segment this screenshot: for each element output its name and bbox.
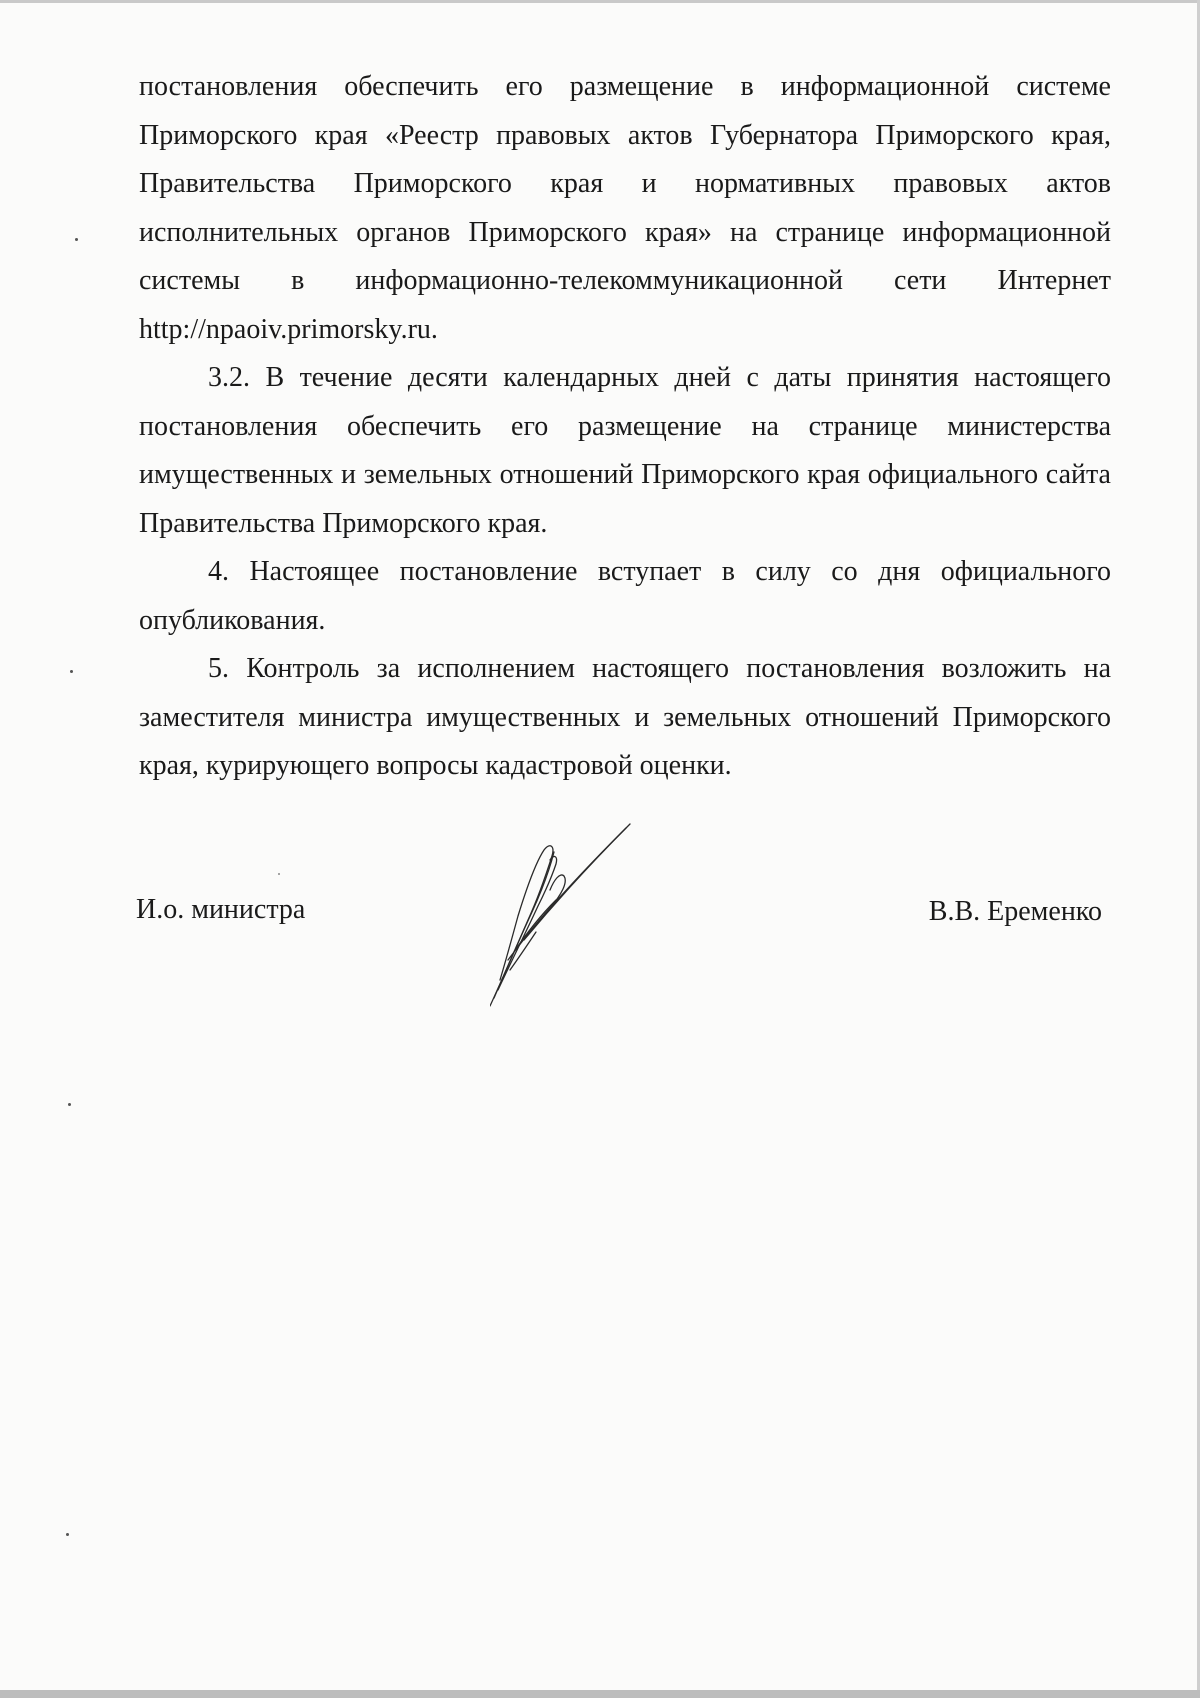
scan-speck: [68, 1103, 71, 1106]
paragraph-5: 5. Контроль за исполнением настоящего постановления возложить на заместителя министра имущественных и земельных отношений Приморского края, курирующего вопросы кадастровой оценки.: [139, 653, 1111, 781]
signatory-role: И.о. министра: [136, 894, 306, 925]
handwritten-signature: [490, 820, 660, 1010]
scan-speck: [66, 1533, 69, 1536]
scan-edge-top: [0, 0, 1200, 3]
scan-speck: [278, 873, 280, 875]
signatory-name: В.В. Еременко: [928, 896, 1102, 927]
scan-speck: [75, 238, 78, 241]
paragraph-3-2: 3.2. В течение десяти календарных дней с даты принятия настоящего постановления обеспечить его размещение на странице министерства имущественных и земельных отношений Приморского края официального сайта Правительства Приморского края.: [139, 362, 1111, 539]
scan-edge-bottom: [0, 1690, 1200, 1698]
paragraph-4: 4. Настоящее постановление вступает в силу со дня официального опубликования.: [139, 556, 1111, 636]
document-body: [139, 63, 1111, 791]
paragraph-continuation: постановления обеспечить его размещение в информационной системе Приморского края «Реестр правовых актов Губернатора Приморского края, Правительства Приморского края и нормативных правовых актов исполнительных органов Приморского края» на странице информационной системы в информационно-телекоммуникационной сети Интернет http://npaoiv.primorsky.ru.: [139, 71, 1111, 345]
scan-speck: [70, 670, 73, 673]
